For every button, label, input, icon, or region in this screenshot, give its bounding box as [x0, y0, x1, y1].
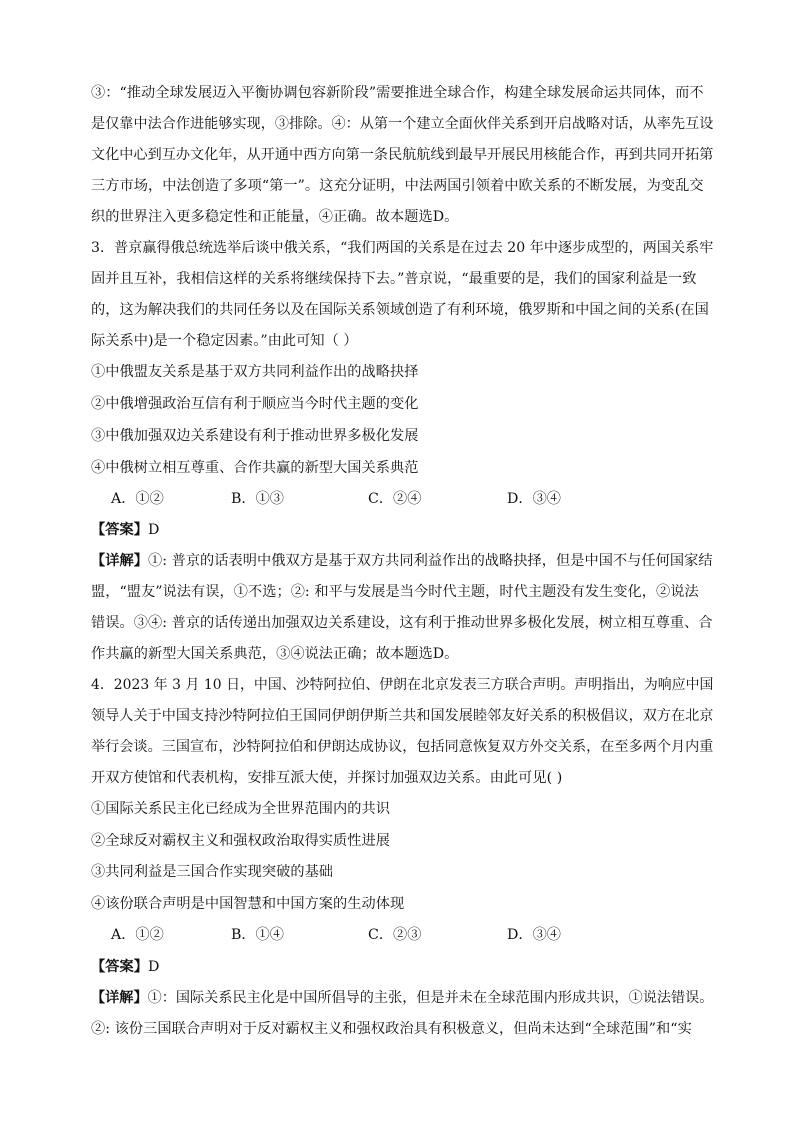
q3-stem-line: 的，这为解决我们的共同任务以及在国际关系领域创造了有利环境，俄罗斯和中国之间的关系(在国 — [91, 302, 709, 318]
q3-option-b[interactable]: B．①③ — [231, 491, 284, 507]
q2-tail-line: 织的世界注入更多稳定性和正能量，④正确。故本题选D。 — [91, 209, 459, 225]
q3-answer — [91, 520, 711, 540]
q4-option-d[interactable]: D．③④ — [507, 927, 561, 943]
q3-analysis-line: 作共赢的新型大国关系典范，③④说法正确；故本题选D。 — [91, 646, 459, 662]
answer-value: D — [147, 959, 160, 975]
q3-analysis-line: 错误。③④: 普京的话传递出加强双边关系建设，这有利于推动世界多极化发展，树立相互尊重、合 — [91, 615, 713, 631]
q4-statement: ①国际关系民主化已经成为全世界范围内的共识 — [91, 801, 390, 817]
q3-statement: ③中俄加强双边关系建设有利于推动世界多极化发展 — [91, 428, 419, 444]
q2-tail-line: 三方市场，中法创造了多项“第一”。这充分证明，中法两国引领着中欧关系的不断发展，为变乱交 — [91, 178, 704, 194]
q3-stem-line: 固并且互补，我相信这样的关系将继续保持下去。”普京说，“最重要的是，我们的国家利益是一致 — [91, 271, 697, 287]
q3-option-a[interactable]: A．①② — [111, 491, 164, 507]
q2-tail-line: 是仅靠中法合作进能够实现，③排除。④：从第一个建立全面伙伴关系到开启战略对话，从率先互设 — [91, 116, 714, 132]
q4-stem-line: 举行会谈。三国宣布，沙特阿拉伯和伊朗达成协议，包括同意恢复双方外交关系，在至多两个月内重 — [91, 739, 714, 755]
analysis-label: 【详解】 — [91, 553, 148, 569]
q3-analysis-line: 【详解】①: 普京的话表明中俄双方是基于双方共同利益作出的战略抉择，但是中国不与任何国家结 — [91, 553, 713, 569]
q3-option-d[interactable]: D．③④ — [507, 491, 561, 507]
answer-value: D — [147, 522, 160, 538]
q3-option-c[interactable]: C．②④ — [368, 491, 422, 507]
answer-label: 【答案】 — [91, 959, 148, 975]
q4-analysis-line: 【详解】①：国际关系民主化是中国所倡导的主张，但是并未在全球范围内形成共识，①说法错误。 — [91, 990, 714, 1006]
q4-options — [111, 925, 671, 945]
q3-analysis-line: 盟，“盟友”说法有误，①不选；②: 和平与发展是当今时代主题，时代主题没有发生变化，②说法 — [91, 584, 699, 600]
q3-stem-line: 际关系中)是一个稳定因素。”由此可知（ ） — [91, 333, 358, 349]
q4-answer — [91, 957, 711, 977]
q4-statement: ③共同利益是三国合作实现突破的基础 — [91, 864, 334, 880]
q3-statement: ④中俄树立相互尊重、合作共赢的新型大国关系典范 — [91, 460, 419, 476]
q4-stem-line: 4．2023 年 3 月 10 日，中国、沙特阿拉伯、伊朗在北京发表三方联合声明。声明指出，为响应中国 — [91, 677, 714, 693]
q3-statement: ①中俄盟友关系是基于双方共同利益作出的战略抉择 — [91, 364, 419, 380]
answer-label: 【答案】 — [91, 522, 148, 538]
q2-tail-line: 文化中心到互办文化年，从开通中西方向第一条民航航线到最早开展民用核能合作，再到共同开拓第 — [91, 147, 714, 163]
q3-stem-line: 3．普京赢得俄总统选举后谈中俄关系，“我们两国的关系是在过去 20 年中逐步成型的，两国关系牢 — [91, 240, 714, 256]
q4-option-a[interactable]: A．①② — [111, 927, 164, 943]
q2-tail-line: ③：“推动全球发展迈入平衡协调包容新阶段”需要推进全球合作，构建全球发展命运共同体，而不 — [91, 85, 704, 101]
q3-statement: ②中俄增强政治互信有利于顺应当今时代主题的变化 — [91, 396, 419, 412]
q4-statement: ②全球反对霸权主义和强权政治取得实质性进展 — [91, 833, 390, 849]
analysis-label: 【详解】 — [91, 990, 148, 1006]
q4-statement: ④该份联合声明是中国智慧和中国方案的生动体现 — [91, 896, 405, 912]
q4-option-b[interactable]: B．①④ — [231, 927, 284, 943]
q4-stem-line: 领导人关于中国支持沙特阿拉伯王国同伊朗伊斯兰共和国发展睦邻友好关系的积极倡议，双方在北京 — [91, 708, 714, 724]
q4-analysis-line: ②: 该份三国联合声明对于反对霸权主义和强权政治具有积极意义，但尚未达到“全球范围”和“实 — [91, 1021, 692, 1037]
q4-option-c[interactable]: C．②③ — [368, 927, 422, 943]
q3-options — [111, 489, 671, 509]
q4-stem-line: 开双方使馆和代表机构，安排互派大使，并探讨加强双边关系。由此可见( ) — [91, 770, 563, 786]
